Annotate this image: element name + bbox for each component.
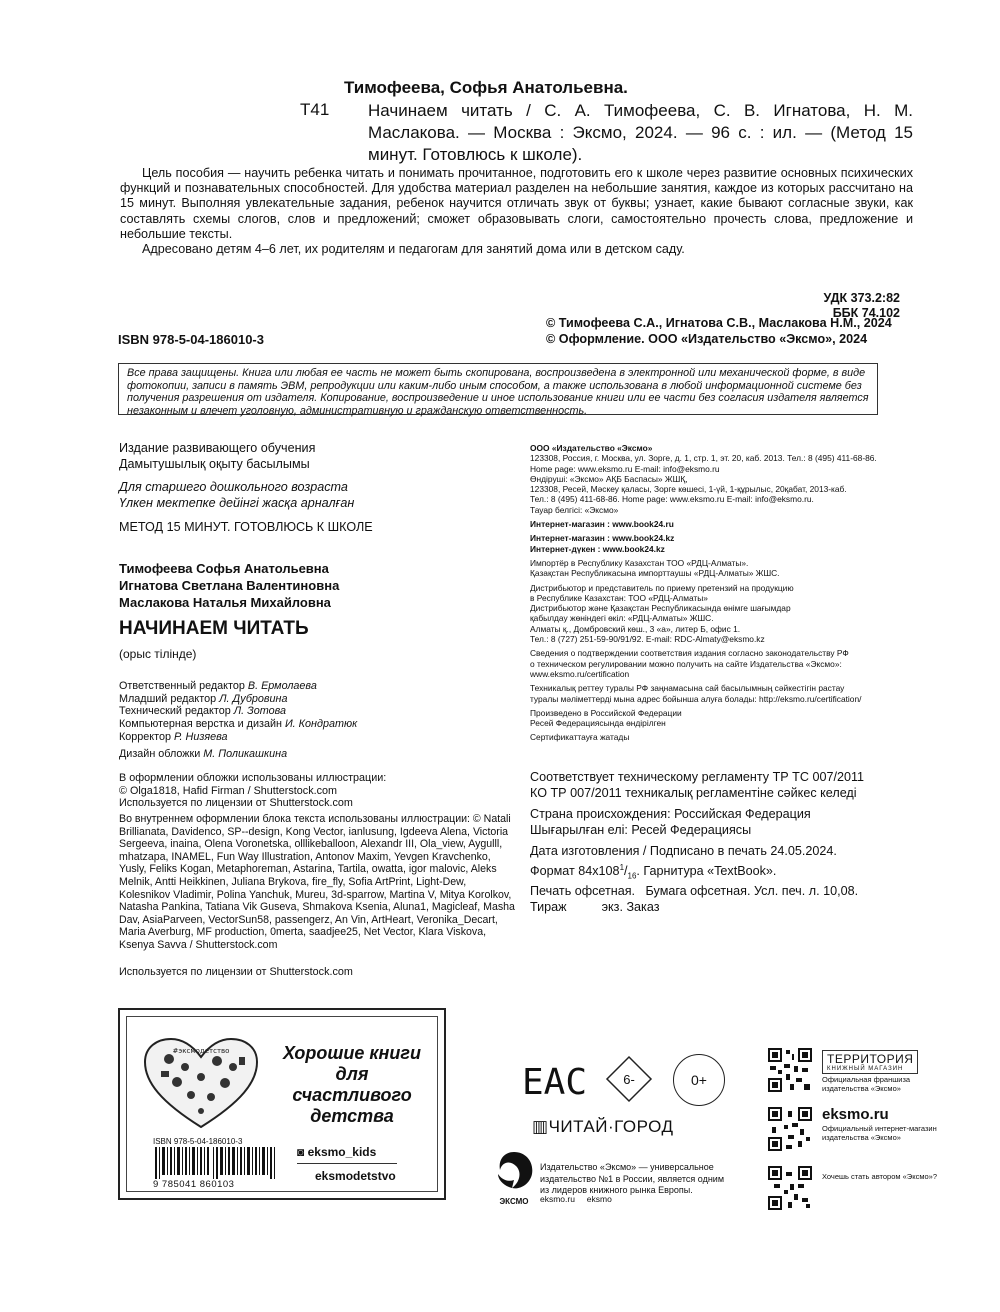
svg-text:EAC: EAC: [522, 1062, 588, 1103]
edition-type-ru: Издание развивающего обучения: [119, 441, 316, 455]
publisher-line: Home page: www.eksmo.ru E-mail: info@eksmo.ru: [530, 463, 720, 474]
publisher-line: о техническом регулировании можно получить на сайте Издательства «Эксмо»:: [530, 658, 842, 669]
promo-slogan: Хорошие книги для счастливого детства: [283, 1043, 421, 1126]
cover-ill-line: Используется по лицензии от Shutterstock.com: [119, 797, 353, 810]
rights-notice: Все права защищены. Книга или любая ее часть не может быть скопирована, воспроизведена в электронной или механической форме, в виде фотокопии, записи в память ЭВМ, репродукции или каким-либо иным способом, а также использована в любой информационной системе без получения разрешения от издателя. Копирование, воспроизведение и иное использование книги или ее части без согласия издателя является незаконным и влечет уголовную, административную и гражданскую ответственность.: [118, 363, 878, 415]
eksmo-ru-logo: eksmo.ru: [822, 1106, 889, 1123]
staff-role: Младший редактор: [119, 692, 217, 705]
author-name: Тимофеева Софья Анатольевна: [119, 561, 329, 576]
eac-mark-icon: [522, 1060, 588, 1103]
staff-role: Технический редактор: [119, 705, 231, 718]
edition-type-kz: Дамытушылық оқыту басылымы: [119, 457, 310, 471]
udk-code: УДК 373.2:82: [823, 291, 900, 305]
qr-code-icon: [768, 1048, 812, 1092]
tech-regulation-kz: КО ТР 007/2011 техникалық регламентіне сәйкес келеді: [530, 785, 857, 800]
publisher-line: Тауар белгісі: «Эксмо»: [530, 504, 619, 515]
staff-name: Л. Зотова: [233, 705, 287, 718]
publisher-line: туралы мәліметтерді мына адрес бойынша алуға болады: http://eksmo.ru/certification/: [530, 693, 862, 704]
publisher-line: Интернет-дүкен : www.book24.kz: [530, 543, 665, 554]
social-icon: ◙: [297, 1145, 308, 1159]
print-date: Дата изготовления / Подписано в печать 24.05.2024.: [530, 844, 837, 859]
staff-row: [119, 705, 509, 718]
promo-inner-frame: [126, 1016, 438, 1192]
origin-ru: Страна происхождения: Российская Федерация: [530, 807, 811, 822]
staff-name: И. Кондратюк: [284, 718, 358, 731]
staff-row: [119, 693, 509, 706]
publisher-line: Қазақстан Республикасына импорттаушы «РДЦ-Алматы» ЖШС.: [530, 568, 780, 579]
print-run: Тираж экз. Заказ: [530, 899, 660, 914]
technical-info: [530, 770, 920, 915]
copyright-design: © Оформление. ООО «Издательство «Эксмо», 2024: [546, 331, 868, 346]
author-name: Игнатова Светлана Валентиновна: [119, 578, 340, 593]
staff-row: [119, 731, 509, 744]
svg-text:6-: 6-: [623, 1072, 635, 1087]
cover-illustrations: [119, 772, 509, 810]
eksmo-blurb: Издательство «Эксмо» — универсальное издательство №1 в России, является одним из лидеров книжного рынка Европы.: [540, 1162, 725, 1195]
editorial-staff: [119, 680, 509, 760]
book-icon: ▥: [532, 1117, 549, 1136]
svg-text:#эксмодетство: #эксмодетство: [172, 1047, 230, 1055]
chitai-gorod-logo: ▥ЧИТАЙ·ГОРОД: [532, 1117, 674, 1136]
author-name: Маслакова Наталья Михайловна: [119, 595, 331, 610]
territory-logo: ТЕРРИТОРИЯ КНИЖНЫЙ МАГАЗИН: [822, 1050, 918, 1074]
isbn: ISBN 978-5-04-186010-3: [118, 332, 264, 347]
publisher-line: www.eksmo.ru/certification: [530, 668, 630, 679]
publisher-line: в Республике Казахстан: ТОО «РДЦ-Алматы»: [530, 592, 708, 603]
copyright-authors: © Тимофеева С.А., Игнатова С.В., Маслакова Н.М., 2024: [546, 316, 892, 330]
publisher-line: Сертификаттауға жатады: [530, 732, 630, 743]
territory-caption: Официальная франшиза издательства «Эксмо»: [822, 1075, 911, 1093]
eksmo-links: eksmo.ru eksmo: [540, 1194, 612, 1204]
staff-row: [119, 718, 509, 731]
bbk-code: ББК 74.102: [832, 306, 900, 320]
annotation-paragraph: Цель пособия — научить ребенка читать и понимать прочитанное, подготовить его к школе через развитие основных психических функций и познавательных способностей. Для удобства материал разделен на небольшие занятия, каждое из которых рассчитано на 15 минут. Выполняя увлекательные задания, ребенок научится отличать звук от буквы; узнает, какие бывают согласные звуки, как составлять схемы слогов, слов и предложений; сможет образовывать слоги, самостоятельно прочесть слова, предложение и небольшие тексты.: [120, 166, 913, 241]
qr-code-icon: [768, 1166, 812, 1210]
publisher-line: Ресей Федерациясында өндірілген: [530, 718, 666, 729]
publisher-line: Сведения о подтверждении соответствия издания согласно законодательству РФ: [530, 648, 849, 659]
social-detstvo: eksmodetstvo: [315, 1169, 396, 1183]
staff-name: М. Поликашкина: [203, 747, 288, 760]
publisher-line: Интернет-магазин : www.book24.kz: [530, 533, 675, 544]
qr-code-icon: [768, 1107, 812, 1151]
divider: [297, 1163, 397, 1164]
svg-text:ЭКСМО: ЭКСМО: [499, 1197, 529, 1206]
heart-icon: [141, 1037, 261, 1132]
publisher-line: Интернет-магазин : www.book24.ru: [530, 519, 674, 530]
author-call: Хочешь стать автором «Эксмо»?: [822, 1172, 937, 1181]
tech-regulation-ru: Соответствует техническому регламенту ТР ТС 007/2011: [530, 770, 865, 784]
staff-name: В. Ермолаева: [247, 680, 317, 692]
eksmo-logo-icon: [492, 1148, 536, 1208]
eksmo-ru-caption: Официальный интернет-магазин издательства «Эксмо»: [822, 1124, 937, 1142]
publisher-line: Дистрибьютор и представитель по приему претензий на продукцию: [530, 582, 794, 593]
publisher-line: Тел.: 8 (495) 411-68-86. Home page: www.eksmo.ru E-mail: info@eksmo.ru.: [530, 494, 814, 505]
copyright-block: [546, 316, 892, 347]
format: Формат $84x108^1/_{16}$. Гарнитура «TextBook».: [530, 862, 777, 881]
staff-row: [119, 680, 509, 693]
publisher-line: Импортёр в Республику Казахстан ТОО «РДЦ-Алматы».: [530, 557, 749, 568]
staff-role: Ответственный редактор: [119, 680, 245, 692]
publisher-line: Тел.: 8 (727) 251-59-90/91/92. E-mail: RDC-Almaty@eksmo.kz: [530, 634, 765, 645]
promo-box: [118, 1008, 446, 1200]
edition-type: [119, 440, 509, 472]
cover-ill-line: © Olga1818, Hafid Firman / Shutterstock.com: [119, 784, 337, 797]
publisher-line: Өндіруші: «Эксмо» АҚБ Баспасы» ЖШҚ,: [530, 473, 688, 484]
staff-row: [119, 748, 509, 761]
catalog-author: Тимофеева, Софья Анатольевна.: [344, 78, 628, 97]
cover-ill-line: В оформлении обложки использованы иллюстрации:: [119, 772, 387, 784]
staff-name: Р. Низяева: [174, 730, 228, 743]
publisher-line: Произведено в Российской Федерации: [530, 707, 682, 718]
barcode-number: 9 785041 860103: [153, 1179, 235, 1190]
barcode-icon: [153, 1147, 283, 1179]
publisher-line: ООО «Издательство «Эксмо»: [530, 443, 653, 453]
author-code: Т41: [300, 100, 330, 119]
annotation-audience: Адресовано детям 4–6 лет, их родителям и педагогам для занятий дома или в детском саду.: [142, 242, 685, 257]
license-note: Используется по лицензии от Shutterstock.com: [119, 966, 353, 978]
authors-list: [119, 560, 509, 611]
audience-ru: Для старшего дошкольного возраста: [119, 480, 348, 494]
staff-role: Корректор: [119, 730, 171, 743]
age-0-badge: 0+: [673, 1054, 725, 1106]
language-note: (орыс тілінде): [119, 647, 197, 661]
age-6-icon: [605, 1055, 653, 1103]
staff-name: Л. Дубровина: [219, 692, 288, 705]
origin-kz: Шығарылған елі: Ресей Федерациясы: [530, 822, 752, 837]
book-title: НАЧИНАЕМ ЧИТАТЬ: [119, 618, 309, 639]
publisher-line: Техникалық реттеу туралы РФ заңнамасына сай басылымның сәйкестігін растау: [530, 683, 845, 694]
staff-role: Компьютерная верстка и дизайн: [119, 718, 282, 731]
series-name: МЕТОД 15 МИНУТ. ГОТОВЛЮСЬ К ШКОЛЕ: [119, 520, 373, 534]
audience-kz: Үлкен мектепке дейінгі жасқа арналған: [119, 496, 355, 510]
publisher-line: Дистрибьютор және Қазақстан Республикасында өнімге шағымдар: [530, 603, 791, 614]
audience: [119, 479, 509, 511]
inner-illustrations: Во внутреннем оформлении блока текста использованы иллюстрации: © Natali Brillianata, Davidenco, SP--design, Kong Vector, ianlusung, Igdeeva Alena, Victoria Sergeeva, inaina, Olena Voronetska, olllikeballoon, Alexandr III, Ola_view, Aygulll, mhatzapa, INAMEL, Fun Way Illustration, Antonov Maxim, Yevgen Kravchenko, Yusly, Feliks Kogan, Metaphoreman, Astarina, Tartila, owatta, igor malovic, Aleks Melnik, Antti Heikkinen, Juliana Brykova, fire_fly, Sofia ArtPrint, Light-Dew, Kolesnikov Vladimir, Polina Yanchuk, Mureu, 3d-sparrow, Martina V, Mitya Korolkov, Natasha Pankina, Tatiana Vik Guseva, Shmakova Ksenia, Aluna1, Magicleaf, Masha Dav, AsiaParveen, VectorSun58, passengerz, An Vin, ArtHeart, Veronika_Decart, Maria Averburg, MF production, 0merta, saadjee25, Net Vector, Klara Viskova, Ksenya Savva / Shutterstock.com: [119, 813, 515, 951]
publisher-line: Алматы қ., Домбровский көш., 3 «а», литер Б, офис 1.: [530, 623, 741, 634]
bibliographic-record: Начинаем читать / С. А. Тимофеева, С. В. Игнатова, Н. М. Маслакова. — Москва : Эксмо, 2024. — 96 с. : ил. — (Метод 15 минут. Готовлюсь к школе).: [368, 101, 913, 164]
publisher-line: қабылдау жөніндегі өкіл: «РДЦ-Алматы» ЖШС.: [530, 613, 714, 624]
print-type: Печать офсетная. Бумага офсетная. Усл. печ. л. 10,08.: [530, 884, 859, 899]
promo-isbn: ISBN 978-5-04-186010-3: [153, 1137, 243, 1146]
publisher-info: [530, 443, 920, 743]
publisher-line: 123308, Ресей, Мәскеу қаласы, Зорге көшесі, 1-үй, 1-құрылыс, 20қабат, 2013-каб.: [530, 484, 847, 495]
publisher-line: 123308, Россия, г. Москва, ул. Зорге, д. 1, стр. 1, эт. 20, каб. 2013. Тел.: 8 (495) 411-68-86.: [530, 453, 877, 464]
staff-role: Дизайн обложки: [119, 747, 201, 760]
annotation: [120, 166, 913, 257]
social-kids: ◙ eksmo_kids: [297, 1145, 377, 1159]
